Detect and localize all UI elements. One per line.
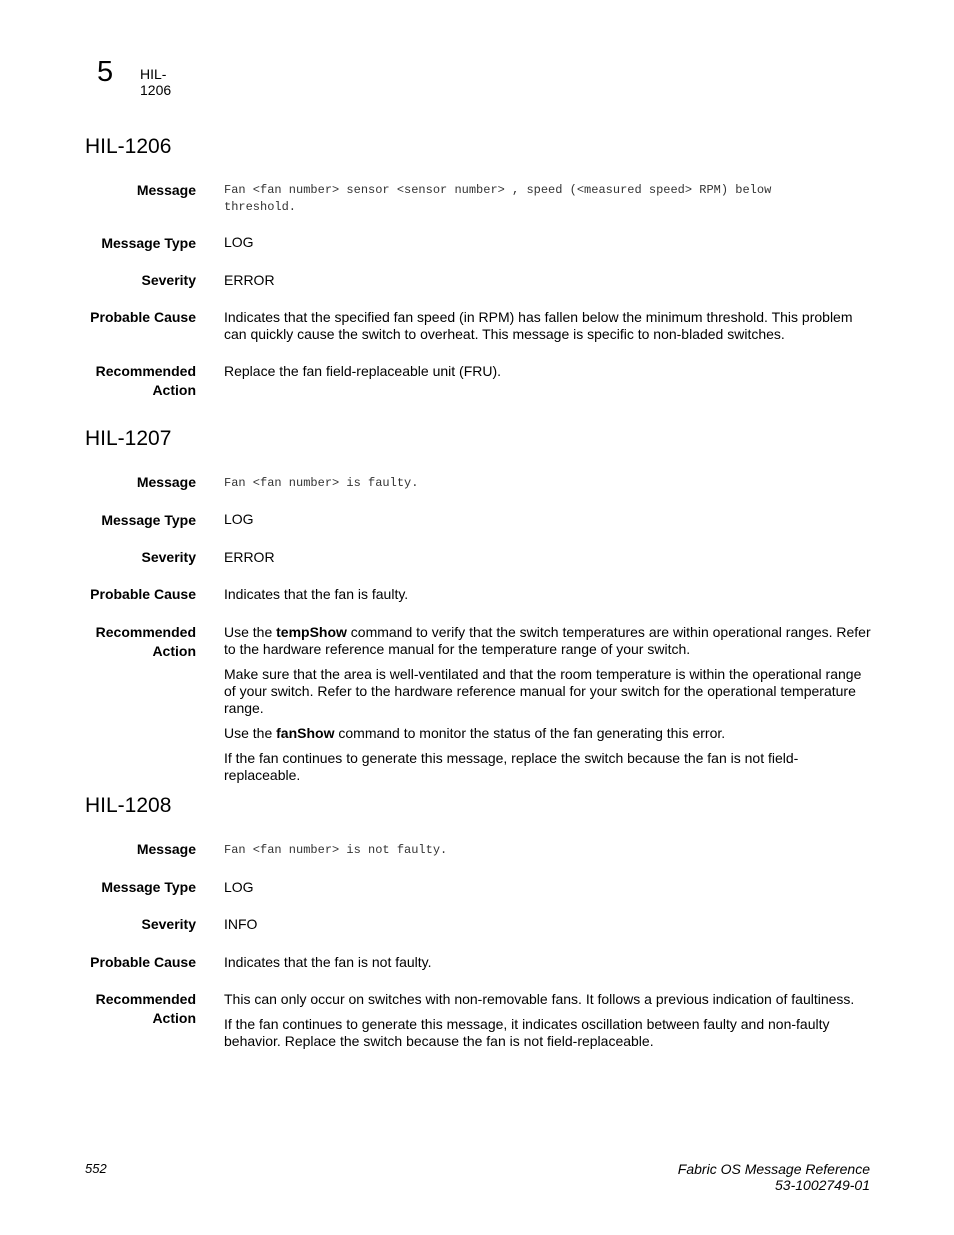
label-message: Message bbox=[136, 841, 196, 857]
severity-value: INFO bbox=[224, 916, 258, 932]
message-line-1: Fan <fan number> sensor <sensor number> , speed (<measured speed> RPM) below bbox=[224, 183, 772, 197]
page-footer bbox=[678, 1161, 870, 1193]
probable-cause-text: Indicates that the fan is faulty. bbox=[224, 586, 409, 602]
action-paragraph: Use the tempShow command to verify that the switch temperatures are within operational ranges. Refer to the hardware reference manual for the temperature range of your switch. bbox=[224, 624, 871, 657]
probable-cause-text: Indicates that the specified fan speed (in RPM) has fallen below the minimum threshold. This problem can quickly cause the switch to overheat. This message is specific to non-bladed switches. bbox=[224, 309, 853, 342]
label-probable-cause: Probable Cause bbox=[90, 586, 196, 602]
doc-title: Fabric OS Message Reference bbox=[677, 1161, 870, 1177]
message-text: Fan <fan number> is not faulty. bbox=[224, 843, 448, 857]
probable-cause-text: Indicates that the fan is not faulty. bbox=[224, 954, 432, 970]
label-severity: Severity bbox=[141, 272, 196, 288]
command-fanshow: fanShow bbox=[276, 725, 335, 741]
action-paragraph: Make sure that the area is well-ventilated and that the room temperature is within the operational range of your switch. Refer to the hardware reference manual for your switch for the operational temperature range. bbox=[224, 666, 862, 716]
page-number: 552 bbox=[85, 1161, 107, 1176]
severity-value: ERROR bbox=[224, 272, 275, 288]
label-probable-cause: Probable Cause bbox=[90, 309, 196, 325]
label-recommended-action: Recommended Action bbox=[95, 363, 196, 398]
label-severity: Severity bbox=[141, 916, 196, 932]
label-recommended-action: Recommended Action bbox=[95, 991, 196, 1026]
section-title-hil-1206: HIL-1206 bbox=[85, 135, 172, 158]
running-header-title: HIL-1206 bbox=[140, 66, 172, 98]
label-recommended-action: Recommended Action bbox=[95, 624, 196, 659]
message-type-value: LOG bbox=[224, 511, 254, 527]
message-type-value: LOG bbox=[224, 879, 254, 895]
section-title-hil-1207: HIL-1207 bbox=[85, 427, 172, 450]
label-message-type: Message Type bbox=[101, 879, 196, 895]
recommended-action-text bbox=[224, 363, 874, 380]
action-paragraph: Replace the fan field-replaceable unit (FRU). bbox=[224, 363, 502, 379]
action-paragraph: This can only occur on switches with non-removable fans. It follows a previous indication of faultiness. bbox=[224, 991, 855, 1007]
label-message-type: Message Type bbox=[101, 512, 196, 528]
action-paragraph: Use the fanShow command to monitor the status of the fan generating this error. bbox=[224, 725, 726, 741]
label-probable-cause: Probable Cause bbox=[90, 954, 196, 970]
message-line-2: threshold. bbox=[224, 200, 297, 214]
action-paragraph: If the fan continues to generate this message, it indicates oscillation between faulty and non-faulty behavior. Replace the switch because the fan is not field-replaceable. bbox=[224, 1016, 830, 1049]
message-text: Fan <fan number> is faulty. bbox=[224, 476, 419, 490]
recommended-action-text bbox=[224, 624, 874, 784]
severity-value: ERROR bbox=[224, 549, 275, 565]
label-message-type: Message Type bbox=[101, 235, 196, 251]
doc-number: 53-1002749-01 bbox=[775, 1177, 870, 1193]
label-message: Message bbox=[136, 474, 196, 490]
label-severity: Severity bbox=[141, 549, 196, 565]
command-tempshow: tempShow bbox=[276, 624, 347, 640]
action-paragraph: If the fan continues to generate this message, replace the switch because the fan is not field-replaceable. bbox=[224, 750, 799, 783]
recommended-action-text bbox=[224, 991, 874, 1050]
chapter-number: 5 bbox=[97, 56, 114, 88]
message-text bbox=[224, 182, 874, 216]
section-title-hil-1208: HIL-1208 bbox=[85, 794, 172, 817]
label-message: Message bbox=[136, 182, 196, 198]
message-type-value: LOG bbox=[224, 234, 254, 250]
